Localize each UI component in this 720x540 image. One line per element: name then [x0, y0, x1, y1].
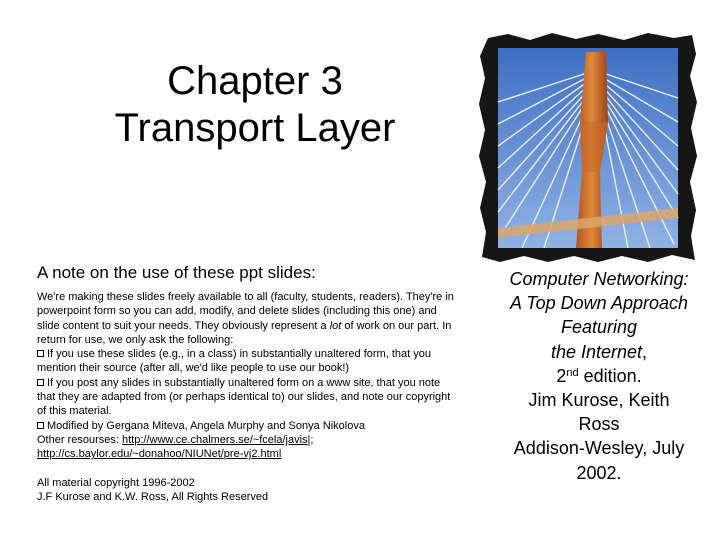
edition-text: edition.	[578, 365, 642, 386]
checkbox-bullet-icon	[37, 379, 44, 386]
book-title-comma: ,	[642, 341, 648, 362]
edition-number: 2	[556, 365, 567, 386]
book-title-line-3: Featuring	[560, 317, 638, 338]
book-authors-line-1: Jim Kurose, Keith	[528, 390, 670, 411]
book-title-line-2: A Top Down Approach	[509, 293, 689, 314]
book-authors-line-2: Ross	[578, 414, 620, 435]
checkbox-bullet-icon	[37, 350, 44, 357]
note-intro	[37, 290, 457, 347]
title-line-topic: Transport Layer	[114, 106, 396, 150]
note-heading: A note on the use of these ppt slides:	[37, 263, 316, 282]
bridge-photo	[478, 32, 698, 264]
other-resources	[37, 433, 457, 462]
copyright	[37, 476, 457, 505]
copyright-line-1: All material copyright 1996-2002	[37, 476, 195, 489]
edition-suffix: nd	[566, 366, 579, 379]
link-baylor[interactable]: http://cs.baylor.edu/~donahoo/NIUNet/pre-vj2.html	[37, 448, 282, 461]
note-bullet-2-text: If you post any slides in substantially unaltered form on a www site, that you note that they are adapted from (or perhaps identical to) our slides, and note our copyright of this material.	[37, 376, 451, 418]
note-intro-text: We're making these slides freely available to all (faculty, students, readers). They're in powerpoint form so you can add, modify, and delete slides (including this one) and slide content to suit your needs. They obviously represent a	[37, 291, 454, 332]
link-chalmers[interactable]: http://www.ce.chalmers.se/~fcela/javis|	[121, 433, 311, 446]
book-edition	[488, 364, 710, 388]
book-publisher: Addison-Wesley, July	[513, 438, 685, 459]
note-intro-text-end: of work on our part. In return for use, we only ask the following:	[37, 319, 452, 346]
note-bullet-1-text: If you use these slides (e.g., in a class) in substantially unaltered form, that you mention their source (after all, we'd like people to use our book!)	[37, 348, 431, 375]
slide-title	[60, 58, 450, 152]
checkbox-bullet-icon	[37, 422, 44, 429]
link-separator: ;	[310, 433, 314, 446]
note-bullet-3-text: Modified by Gergana Miteva, Angela Murphy and Sonya Nikolova	[47, 419, 365, 432]
other-resources-label: Other resourses:	[37, 433, 122, 446]
note-bullet-3	[37, 419, 457, 433]
book-title-italic: the Internet	[550, 341, 643, 362]
book-info	[488, 267, 710, 485]
book-title-line-4	[488, 340, 710, 364]
note-intro-emphasis: lot	[329, 319, 342, 332]
book-title-line-1: Computer Networking:	[509, 269, 689, 289]
note-bullet-2	[37, 376, 457, 419]
usage-note	[37, 262, 457, 504]
title-line-chapter: Chapter 3	[167, 59, 343, 103]
book-year: 2002.	[576, 462, 622, 483]
bridge-image	[478, 32, 698, 264]
note-bullet-1	[37, 347, 457, 376]
copyright-line-2: J.F Kurose and K.W. Ross, All Rights Reserved	[37, 490, 269, 503]
note-body	[37, 290, 457, 504]
